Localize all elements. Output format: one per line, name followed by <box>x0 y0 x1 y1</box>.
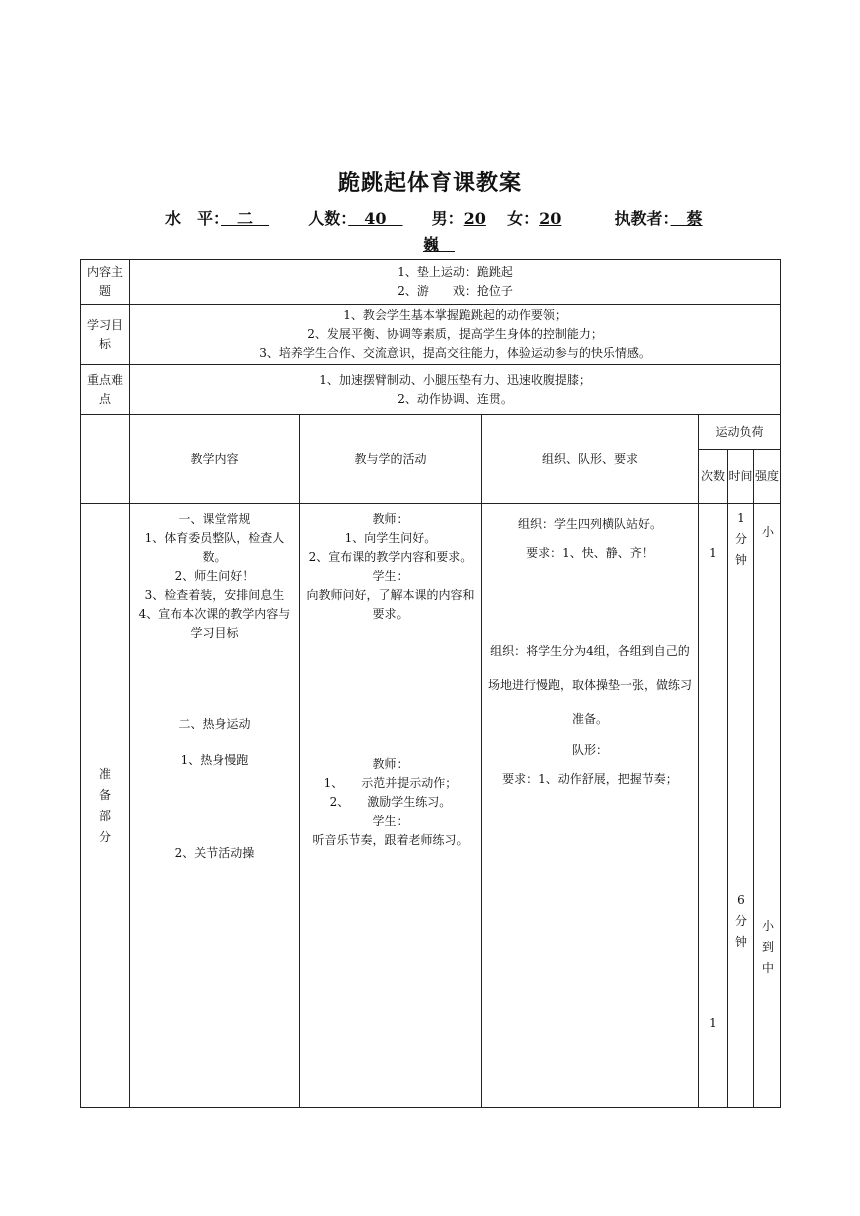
activity-teacher-2: 教师： <box>372 757 409 771</box>
goal-line: 1、教会学生基本掌握跪跳起的动作要领； <box>343 308 567 322</box>
key-line: 1、加速摆臂制动、小腿压垫有力、迅速收腹提膝； <box>319 372 591 387</box>
times-2: 1 <box>709 1016 717 1030</box>
org-4: 队形： <box>571 743 608 757</box>
female-value: 20 <box>539 209 562 228</box>
level-label: 水 平： <box>165 209 222 228</box>
teacher-label: 执教者： <box>614 209 671 228</box>
count-label: 人数： <box>308 209 349 228</box>
section-label <box>81 504 130 1108</box>
key-cell <box>130 365 781 415</box>
time-2: 6分钟 <box>734 893 747 949</box>
org-1: 组织：学生四列横队站好。 <box>517 517 662 531</box>
header-times: 次数 <box>699 450 728 504</box>
time-1: 1分钟 <box>734 511 747 567</box>
female-label: 女： <box>507 209 540 228</box>
teaching-content-cell <box>130 504 300 1108</box>
header-row-1 <box>81 415 781 450</box>
goal-label: 学习目标 <box>81 305 130 365</box>
intensity-cell <box>754 504 781 1108</box>
activity-s1-1: 向教师问好，了解本课的内容和要求。 <box>306 588 475 621</box>
org-2: 要求：1、快、静、齐！ <box>526 546 654 560</box>
male-value: 20 <box>463 209 486 228</box>
content-a1: 1、体育委员整队，检查人数。 <box>144 531 285 564</box>
intensity-2: 小到中 <box>761 919 774 975</box>
goal-line: 2、发展平衡、协调等素质，提高学生身体的控制能力； <box>307 327 603 341</box>
times-cell <box>699 504 728 1108</box>
content-a4: 4、宣布本次课的教学内容与学习目标 <box>138 607 291 640</box>
count-value: 40 <box>348 209 403 228</box>
level-value: 二 <box>221 209 270 228</box>
male-label: 男： <box>431 209 464 228</box>
activity-t2-2: 2、 激励学生练习。 <box>329 795 452 809</box>
content-a3: 3、检查着装，安排间息生 <box>144 588 285 602</box>
header-load: 运动负荷 <box>699 415 781 450</box>
activity-t1-2: 2、宣布课的教学内容和要求。 <box>308 550 473 564</box>
time-cell <box>728 504 754 1108</box>
activity-s2-1: 听音乐节奏，跟着老师练习。 <box>312 833 469 847</box>
content-line: 1、垫上运动：跪跳起 <box>397 265 513 279</box>
content-row <box>81 260 781 305</box>
activity-teacher-1: 教师： <box>372 512 409 526</box>
content-label: 内容主题 <box>81 260 130 305</box>
lesson-info <box>165 206 745 258</box>
content-b1: 1、热身慢跑 <box>180 753 249 767</box>
header-intensity: 强度 <box>754 450 781 504</box>
key-line: 2、动作协调、连贯。 <box>397 391 513 406</box>
activity-student-2: 学生： <box>372 814 409 828</box>
header-time: 时间 <box>728 450 754 504</box>
teacher-value: 蔡 <box>670 209 703 228</box>
key-row <box>81 365 781 415</box>
organization-cell <box>482 504 699 1108</box>
content-line: 2、游 戏：抢位子 <box>397 284 513 298</box>
intensity-1: 小 <box>761 525 774 539</box>
activity-t1-1: 1、向学生问好。 <box>344 531 437 545</box>
content-a-title: 一、课堂常规 <box>178 512 251 526</box>
goal-row <box>81 305 781 365</box>
times-1: 1 <box>709 546 717 560</box>
header-blank <box>81 415 130 504</box>
content-b2: 2、关节活动操 <box>174 846 255 860</box>
content-b-title: 二、热身运动 <box>178 717 251 731</box>
header-activities: 教与学的活动 <box>300 415 482 504</box>
page-title: 跪跳起体育课教案 <box>337 170 522 196</box>
goal-line: 3、培养学生合作、交流意识，提高交往能力，体验运动参与的快乐情感。 <box>259 346 651 360</box>
section-row <box>81 504 781 1108</box>
header-teaching-content: 教学内容 <box>130 415 300 504</box>
header-organization: 组织、队形、要求 <box>482 415 699 504</box>
goal-cell <box>130 305 781 365</box>
lesson-plan-table <box>80 259 781 1108</box>
teacher-value-cont: 巍 <box>423 235 456 254</box>
activities-cell <box>300 504 482 1108</box>
activity-t2-1: 1、 示范并提示动作； <box>323 776 458 790</box>
key-label: 重点难点 <box>81 365 130 415</box>
content-a2: 2、师生问好！ <box>174 569 255 583</box>
org-3: 组织：将学生分为4组，各组到自己的场地进行慢跑，取体操垫一张，做练习准备。 <box>487 644 692 726</box>
section-label-text: 准备部分 <box>98 766 111 844</box>
activity-student-1: 学生： <box>372 569 409 583</box>
org-5: 要求：1、动作舒展，把握节奏； <box>502 772 678 786</box>
content-cell <box>130 260 781 305</box>
